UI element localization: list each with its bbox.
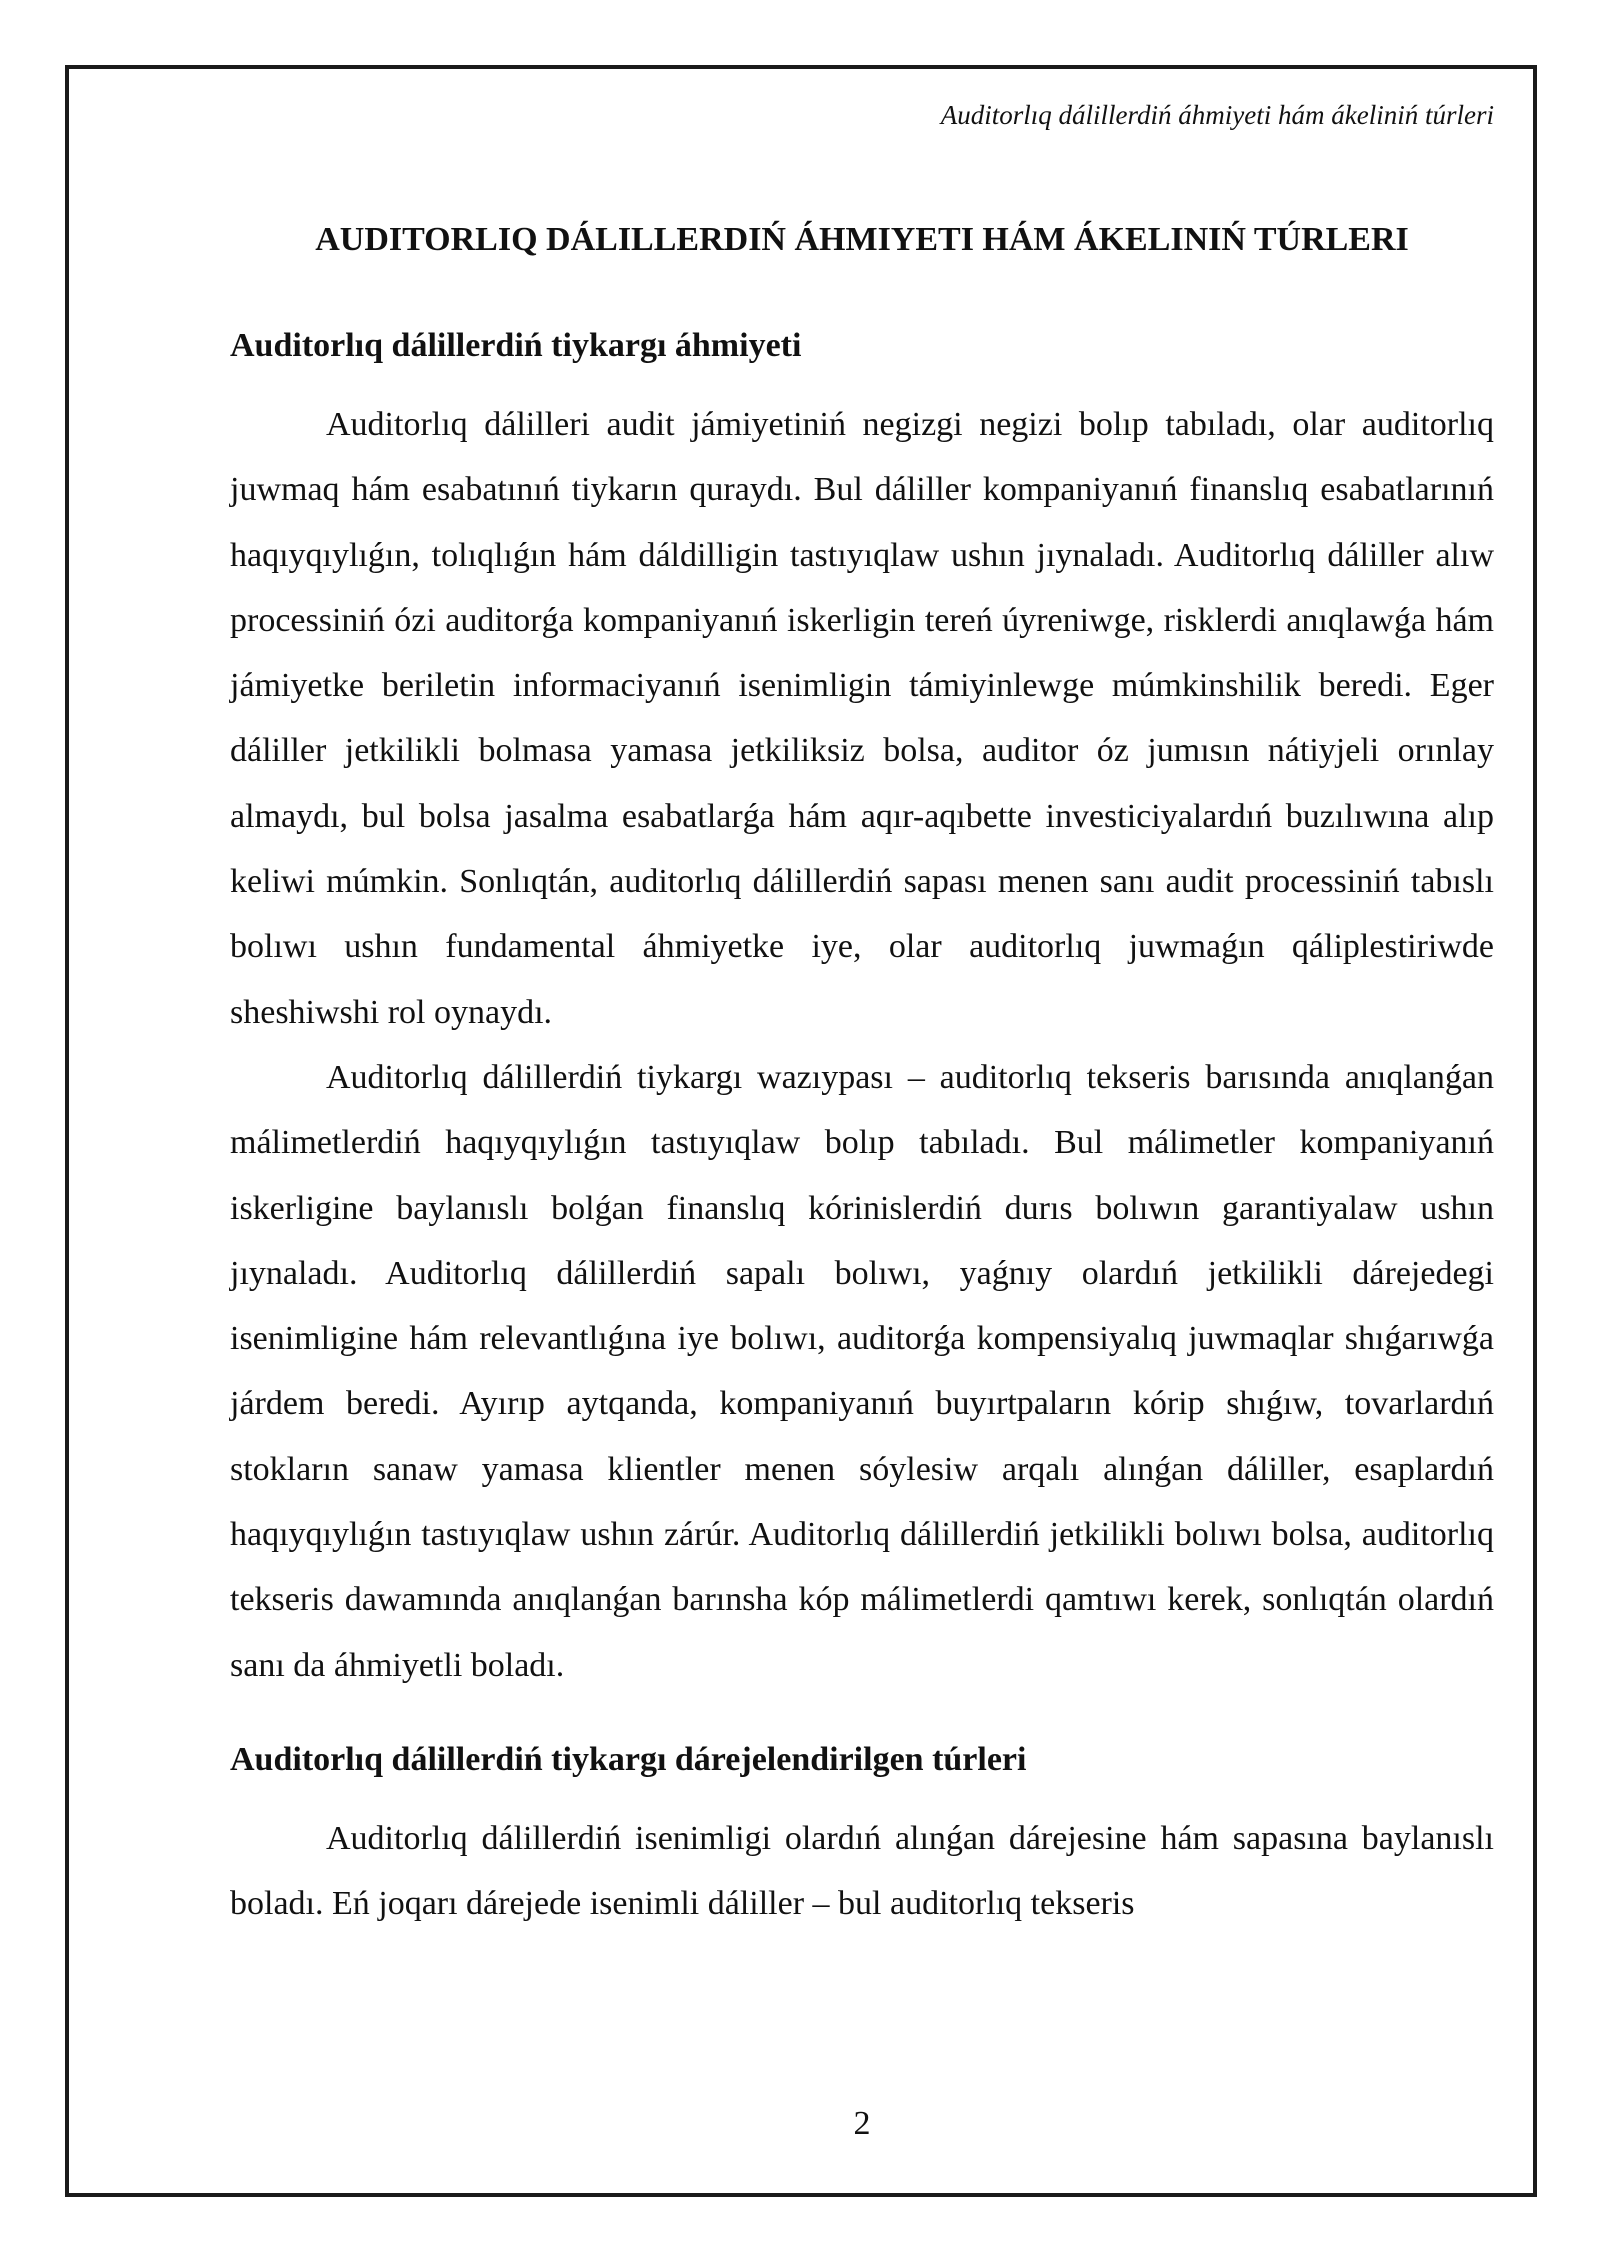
- paragraph: Auditorlıq dálillerdiń isenimligi olardıń alınǵan dárejesine hám sapasına baylanıslı boladı. Eń joqarı dárejede isenimli dáliller – bul auditorlıq tekseris: [230, 1819, 1494, 1923]
- page-number: 2: [853, 2105, 871, 2142]
- document-title: AUDITORLIQ DÁLILLERDIŃ ÁHMIYETI HÁM ÁKELINIŃ TÚRLERI: [315, 221, 1409, 258]
- section-heading-importance: Auditorlıq dálillerdiń tiykargı áhmiyeti: [230, 327, 802, 364]
- section-heading-types: Auditorlıq dálillerdiń tiykargı dárejelendirilgen túrleri: [230, 1740, 1027, 1778]
- document-body: [230, 320, 1494, 1937]
- paragraph: Auditorlıq dálilleri audit jámiyetiniń negizgi negizi bolıp tabıladı, olar auditorlıq juwmaq hám esabatınıń tiykarın quraydı. Bul dáliller kompaniyanıń finanslıq esabatlarınıń haqıyqıylıǵın, tolıqlıǵın hám dáldilligin tastıyıqlaw ushın jıynaladı. Auditorlıq dáliller alıw processiniń ózi auditorǵa kompaniyanıń iskerligin tereń úyreniwge, risklerdi anıqlawǵa hám jámiyetke beriletin informaciyanıń isenimligin támiyinlewge múmkinshilik beredi. Eger dáliller jetkilikli bolmasa yamasa jetkiliksiz bolsa, auditor óz jumısın nátiyjeli orınlay almaydı, bul bolsa jasalma esabatlarǵa hám aqır-aqıbette investiciyalardıń buzılıwına alıp keliwi múmkin. Sonlıqtán, auditorlıq dálillerdiń sapası menen sanı audit processiniń tabıslı bolıwı ushın fundamental áhmiyetke iye, olar auditorlıq juwmaǵın qáliplestiriwde sheshiwshi rol oynaydı.: [230, 406, 1494, 1031]
- paragraph: Auditorlıq dálillerdiń tiykargı wazıypası – auditorlıq tekseris barısında anıqlanǵan málimetlerdiń haqıyqıylıǵın tastıyıqlaw bolıp tabıladı. Bul málimetler kompaniyanıń iskerligine baylanıslı bolǵan finanslıq kórinislerdiń durıs bolıwın garantiyalaw ushın jıynaladı. Auditorlıq dálillerdiń sapalı bolıwı, yaǵnıy olardıń jetkilikli dárejedegi isenimligine hám relevantlıǵına iye bolıwı, auditorǵa kompensiyalıq juwmaqlar shıǵarıwǵa járdem beredi. Ayırıp aytqanda, kompaniyanıń buyırtpaların kórip shıǵıw, tovarlardıń stokların sanaw yamasa klientler menen sóylesiw arqalı alınǵan dáliller, esaplardıń haqıyqıylıǵın tastıyıqlaw ushın zárúr. Auditorlıq dálillerdiń jetkilikli bolıwı bolsa, auditorlıq tekseris dawamında anıqlanǵan barınsha kóp málimetlerdi qamtıwı kerek, sonlıqtán olardıń sanı da áhmiyetli boladı.: [230, 1058, 1494, 1684]
- running-header: Auditorlıq dálillerdiń áhmiyeti hám ákeliniń túrleri: [940, 100, 1494, 130]
